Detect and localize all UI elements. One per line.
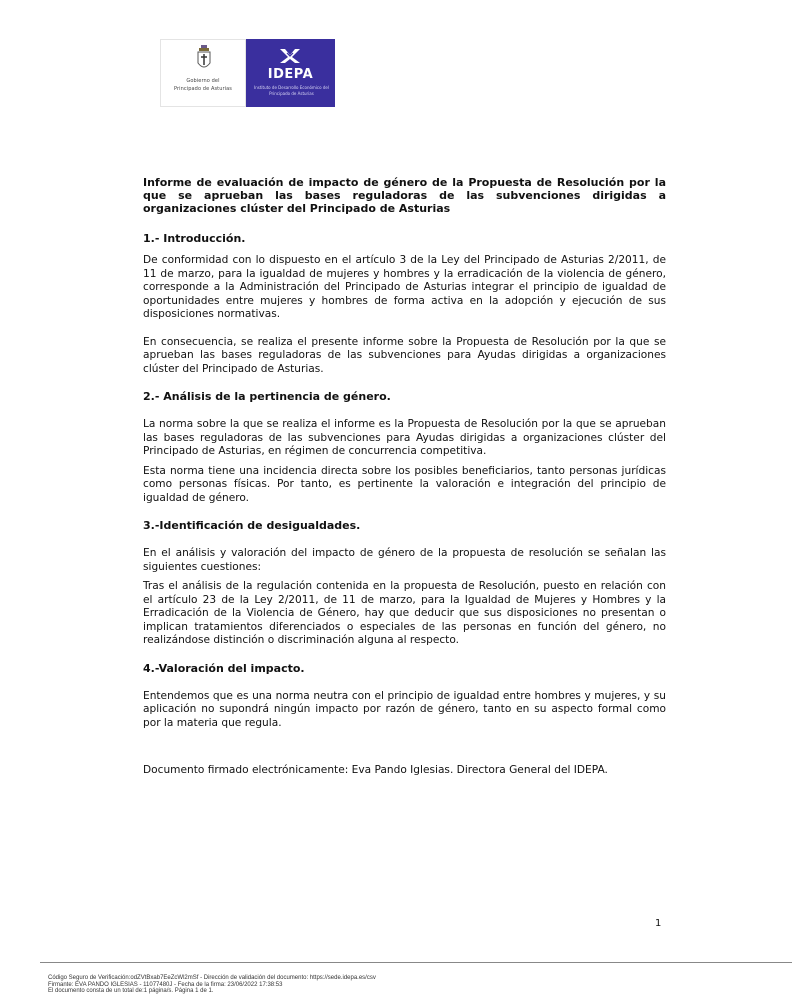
section-2-paragraph: Esta norma tiene una incidencia directa sobre los posibles beneficiarios, tanto personas jurídicas como personas físicas. Por tanto, es pertinente la valoración e integración del principio de igualdad de género. (143, 464, 666, 504)
section-4-heading: 4.-Valoración del impacto. (143, 661, 305, 675)
header-logos (160, 39, 335, 107)
section-2-heading: 2.- Análisis de la pertinencia de género. (143, 390, 391, 403)
section-3-paragraph: Tras el análisis de la regulación contenida en la propuesta de Resolución, puesto en relación con el artículo 23 de la Ley 2/2011, de 11 de marzo, para la Igualdad de Mujeres y Hombres y la Erradicación de la Violencia de Género, hay que deducir que sus disposiciones no presentan o implican tratamientos diferenciados o especiales de las personas en función del género, no realizándose distinción o discriminación alguna al respecto. (143, 580, 666, 646)
document-title: Informe de evaluación de impacto de género de la Propuesta de Resolución por la que se aprueban las bases reguladoras de las subvenciones dirigidas a organizaciones clúster del Principado de Asturias (143, 176, 666, 215)
footer-signer-line: Firmante: EVA PANDO IGLESIAS - 11077480J - Fecha de la firma: 23/06/2022 17:38:53 (48, 981, 283, 988)
idepa-emblem-icon (278, 47, 302, 65)
page-number: 1 (655, 918, 662, 929)
verification-footer (48, 975, 668, 995)
gobierno-asturias-logo (160, 39, 246, 107)
idepa-logo-subtitle: Instituto de Desarrollo Económico del Principado de Asturias (254, 85, 329, 96)
section-3-heading: 3.-Identificación de desigualdades. (143, 519, 361, 532)
coat-of-arms-icon (196, 45, 212, 73)
signature-line: Documento firmado electrónicamente: Eva Pando Iglesias. Directora General del IDEPA. (143, 764, 608, 776)
section-1-heading: 1.- Introducción. (143, 232, 246, 245)
section-1-paragraph: De conformidad con lo dispuesto en el artículo 3 de la Ley del Principado de Asturias 2/2011, de 11 de marzo, para la igualdad de mujeres y hombres y la erradicación de la violencia de género, corresponde a la Administración del Principado de Asturias integrar el principio de igualdad de oportunidades entre mujeres y hombres de forma activa en la adopción y ejecución de sus disposiciones normativas. (143, 254, 666, 320)
section-4-paragraph: Entendemos que es una norma neutra con el principio de igualdad entre hombres y mujeres, y su aplicación no supondrá ningún impacto por razón de género, tanto en su aspecto formal como por la materia que regula. (143, 689, 666, 729)
gov-logo-line-2: Principado de Asturias (173, 86, 233, 92)
footer-pages-line: El documento consta de un total de:1 página/s. Página 1 de 1. (48, 988, 214, 994)
idepa-logo (246, 39, 335, 107)
gov-logo-line-1: Gobierno del (186, 78, 220, 84)
footer-csv-line: Código Seguro de Verificación:odZVtBxab7EeZcWl2mSf - Dirección de validación del documento: https://sede.idepa.es/csv (48, 975, 376, 981)
idepa-logo-name: IDEPA (267, 67, 314, 82)
document-body (143, 176, 666, 778)
section-3-paragraph: En el análisis y valoración del impacto de género de la propuesta de resolución se señalan las siguientes cuestiones: (143, 547, 666, 573)
section-2-paragraph: La norma sobre la que se realiza el informe es la Propuesta de Resolución por la que se aprueban las bases reguladoras de las subvenciones para Ayudas dirigidas a organizaciones clúster del Principado de Asturias, en régimen de concurrencia competitiva. (143, 418, 666, 457)
section-1-paragraph: En consecuencia, se realiza el presente informe sobre la Propuesta de Resolución por la que se aprueban las bases reguladoras de las subvenciones para Ayudas dirigidas a organizaciones clúster del Principado de Asturias. (143, 335, 666, 375)
footer-divider (40, 962, 792, 963)
